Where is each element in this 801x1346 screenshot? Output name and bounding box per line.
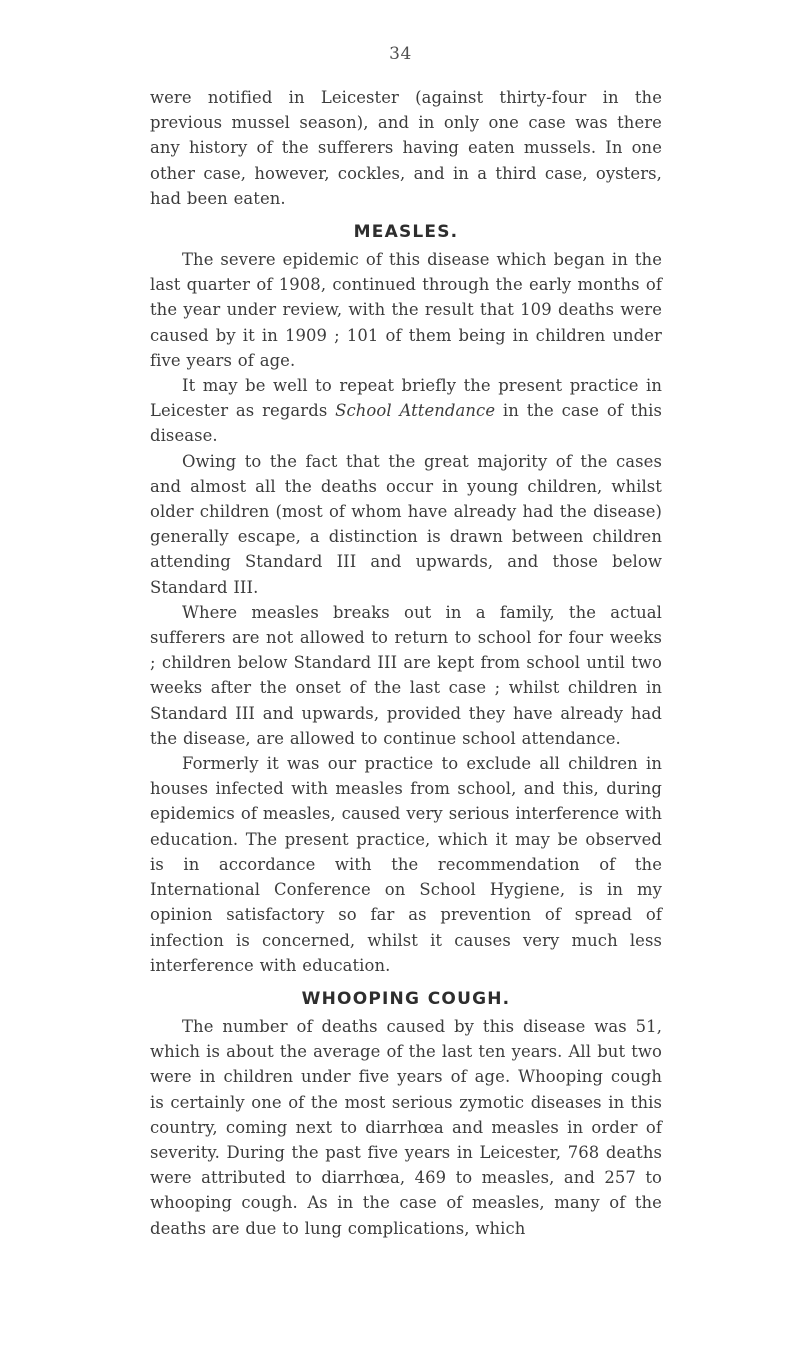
whooping-cough-paragraph-1: The number of deaths caused by this disease was 51, which is about the average of the last ten years. All but two were in children under five years of age. Whooping cough is certainly one of the most serious zymotic diseases in this country, coming next to diarrhœa and measles in order of severity. During the past five years in Leicester, 768 deaths were attributed to diarrhœa, 469 to measles, and 257 to whooping cough. As in the case of measles, many of the deaths are due to lung complications, which — [150, 1016, 662, 1238]
measles-paragraph-2 — [150, 373, 662, 449]
measles-paragraph-3: Owing to the fact that the great majority of the cases and almost all the deaths occur in young children, whilst older children (most of whom have already had the disease) generally escape, a distinction is drawn between children attending Standard III and upwards, and those below Standard III. — [150, 451, 662, 597]
measles-paragraph-5: Formerly it was our practice to exclude all children in houses infected with measles from school, and this, during epidemics of measles, caused very serious interference with education. The present practice, which it may be observed is in accordance with the recommendation of the International Conference on School Hygiene, is in my opinion satisfactory so far as prevention of spread of infection is concerned, whilst it causes very much less interference with education. — [150, 754, 662, 975]
measles-paragraph-1: The severe epidemic of this disease which began in the last quarter of 1908, continued through the early months of the year under review, with the result that 109 deaths were caused by it in 1909 ; 101 of them being in children under five years of age. — [150, 250, 662, 370]
text-block — [150, 85, 662, 1241]
measles-paragraph-2-text-b: in the case of this disease. — [150, 401, 662, 446]
measles-paragraph-4: Where measles breaks out in a family, the actual sufferers are not allowed to return to school for four weeks ; children below Standard III are kept from school until two weeks after the onset of the last case ; whilst children in Standard III and upwards, provided they have already had the disease, are allowed to continue school attendance. — [150, 602, 662, 748]
whooping-cough-heading: WHOOPING COUGH. — [301, 988, 511, 1009]
intro-paragraph: were notified in Leicester (against thirty-four in the previous mussel season), and in only one case was there any history of the sufferers having eaten mussels. In one other case, however, cockles, and in a third case, oysters, had been eaten. — [150, 88, 662, 208]
measles-paragraph-2-text-a: It may be well to repeat briefly the present practice in Leicester as regards — [150, 376, 662, 421]
measles-heading: MEASLES. — [353, 222, 459, 243]
school-attendance-italic: School Attendance — [335, 401, 496, 421]
page-number: 34 — [389, 44, 412, 64]
